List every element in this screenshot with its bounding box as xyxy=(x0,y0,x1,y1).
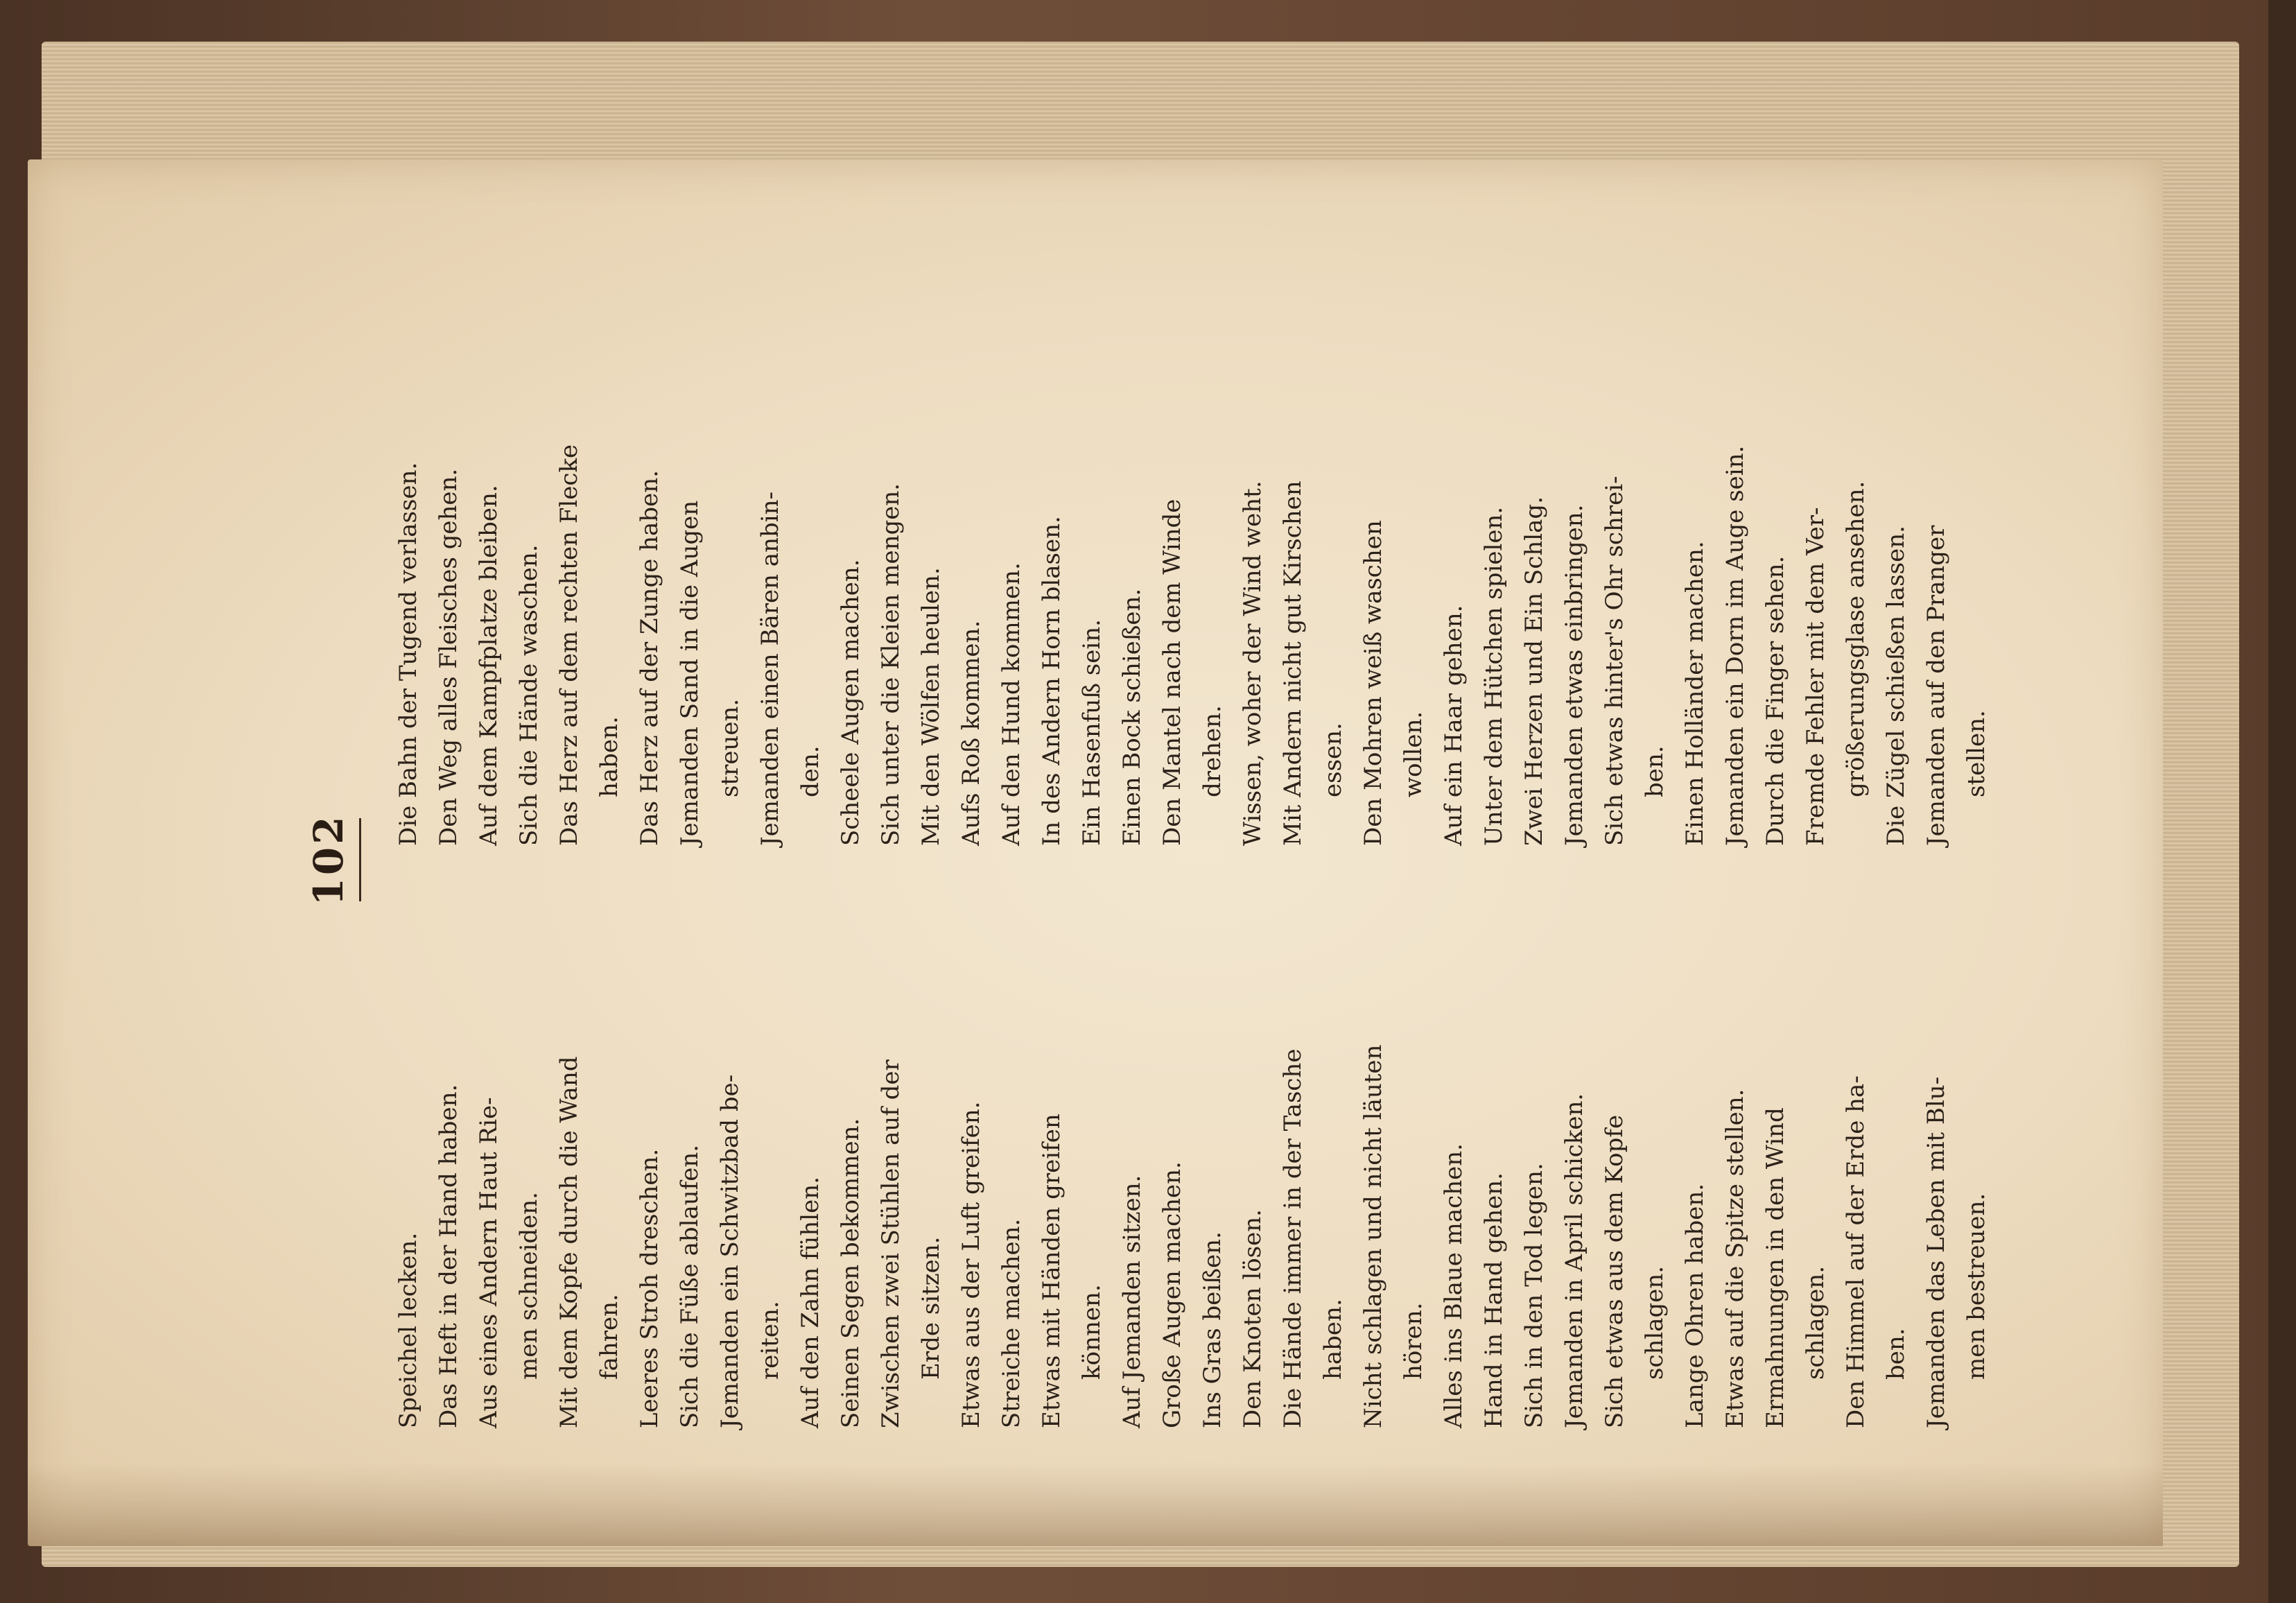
idiom-line: fahren. xyxy=(595,1294,623,1380)
idiom-line: In des Andern Horn blasen. xyxy=(1038,516,1066,846)
rotated-text-block xyxy=(305,291,1990,1428)
idiom-line: Jemanden das Leben mit Blu- xyxy=(1922,1076,1950,1428)
page-gutter-shadow xyxy=(28,1463,2163,1546)
idiom-line: drehen. xyxy=(1199,705,1226,797)
idiom-line: größerungsglase ansehen. xyxy=(1842,480,1870,797)
idiom-line: Ins Gras beißen. xyxy=(1199,1231,1226,1428)
idiom-line: haben. xyxy=(595,716,623,797)
idiom-line: Speichel lecken. xyxy=(394,1232,422,1428)
idiom-line: Den Mohren weiß waschen xyxy=(1359,520,1387,846)
idiom-line: Sich die Füße ablaufen. xyxy=(676,1144,704,1428)
idiom-line: Auf ein Haar gehen. xyxy=(1440,605,1468,846)
idiom-line: Den Mantel nach dem Winde xyxy=(1158,499,1186,846)
idiom-line: Ermahnungen in den Wind xyxy=(1762,1107,1789,1428)
idiom-line: Sich unter die Kleien mengen. xyxy=(877,483,905,846)
idiom-line: Aufs Roß kommen. xyxy=(957,620,985,846)
idiom-line: Seinen Segen bekommen. xyxy=(837,1118,864,1428)
idiom-line: hören. xyxy=(1400,1302,1427,1380)
idiom-line: stellen. xyxy=(1963,710,1990,797)
idiom-line: Die Hände immer in der Tasche xyxy=(1279,1048,1307,1428)
idiom-line: Auf dem Kampfplatze bleiben. xyxy=(475,485,503,846)
idiom-line: den. xyxy=(797,745,824,797)
idiom-line: Nicht schlagen und nicht läuten xyxy=(1359,1044,1387,1428)
idiom-line: Mit Andern nicht gut Kirschen xyxy=(1279,480,1307,846)
idiom-line: Auf den Zahn fühlen. xyxy=(797,1176,824,1428)
book-spine-edge xyxy=(2268,0,2296,1603)
idiom-line: Streiche machen. xyxy=(998,1218,1025,1428)
idiom-line: Sich etwas hinter's Ohr schrei- xyxy=(1601,476,1628,846)
idiom-line: Etwas auf die Spitze stellen. xyxy=(1721,1089,1749,1428)
idiom-line: Einen Bock schießen. xyxy=(1118,588,1146,846)
idiom-line: essen. xyxy=(1319,722,1347,797)
idiom-line: Durch die Finger sehen. xyxy=(1762,555,1789,846)
idiom-line: Sich in den Tod legen. xyxy=(1520,1163,1548,1428)
idiom-line: streuen. xyxy=(716,698,744,797)
idiom-line: Mit den Wölfen heulen. xyxy=(917,567,945,846)
idiom-line: Große Augen machen. xyxy=(1158,1161,1186,1428)
idiom-line: Das Herz auf der Zunge haben. xyxy=(636,470,663,846)
idiom-line: Zwischen zwei Stühlen auf der xyxy=(877,1059,905,1428)
idiom-line: Sich etwas aus dem Kopfe xyxy=(1601,1114,1628,1428)
idiom-line: Jemanden einen Bären anbin- xyxy=(756,492,784,846)
idiom-line: ben. xyxy=(1641,745,1669,797)
idiom-line: Fremde Fehler mit dem Ver- xyxy=(1802,507,1829,846)
idiom-line: reiten. xyxy=(756,1301,784,1380)
idiom-line: Einen Holländer machen. xyxy=(1681,541,1709,846)
idiom-line: schlagen. xyxy=(1641,1265,1669,1380)
idiom-line: Zwei Herzen und Ein Schlag. xyxy=(1520,496,1548,846)
idiom-line: Sich die Hände waschen. xyxy=(515,544,543,846)
header-rule xyxy=(359,818,361,901)
idiom-line: haben. xyxy=(1319,1299,1347,1380)
idiom-line: Den Himmel auf der Erde ha- xyxy=(1842,1075,1870,1428)
idiom-line: Jemanden in April schicken. xyxy=(1560,1093,1588,1428)
idiom-line: Jemanden ein Dorn im Auge sein. xyxy=(1721,445,1749,846)
idiom-line: men schneiden. xyxy=(515,1192,543,1380)
idiom-line: Das Herz auf dem rechten Flecke xyxy=(555,444,583,846)
idiom-line: Ein Hasenfuß sein. xyxy=(1078,619,1106,846)
idiom-line: Erde sitzen. xyxy=(917,1236,945,1380)
idiom-line: Scheele Augen machen. xyxy=(837,559,864,846)
idiom-line: ben. xyxy=(1882,1328,1910,1380)
idiom-line: Etwas aus der Luft greifen. xyxy=(957,1101,985,1428)
idiom-line: Leeres Stroh dreschen. xyxy=(636,1148,663,1428)
idiom-line: Die Bahn der Tugend verlassen. xyxy=(394,462,422,846)
idiom-line: Unter dem Hütchen spielen. xyxy=(1480,506,1508,846)
page-number: 102 xyxy=(305,813,352,906)
idiom-line: Auf Jemanden sitzen. xyxy=(1118,1175,1146,1428)
idiom-line: Lange Ohren haben. xyxy=(1681,1183,1709,1428)
idiom-line: Jemanden Sand in die Augen xyxy=(676,500,704,846)
idiom-line: Etwas mit Händen greifen xyxy=(1038,1114,1066,1428)
idiom-line: Alles ins Blaue machen. xyxy=(1440,1143,1468,1428)
idiom-line: wollen. xyxy=(1400,711,1427,797)
idiom-line: Die Zügel schießen lassen. xyxy=(1882,526,1910,846)
idiom-line: Den Weg alles Fleisches gehen. xyxy=(435,468,462,846)
idiom-line: Hand in Hand gehen. xyxy=(1480,1172,1508,1428)
idiom-line: Auf den Hund kommen. xyxy=(998,562,1025,846)
idiom-line: Mit dem Kopfe durch die Wand xyxy=(555,1056,583,1428)
idiom-line: schlagen. xyxy=(1802,1265,1829,1380)
idiom-line: men bestreuen. xyxy=(1963,1193,1990,1380)
idiom-line: Jemanden ein Schwitzbad be- xyxy=(716,1074,744,1428)
idiom-line: Das Heft in der Hand haben. xyxy=(435,1084,462,1428)
idiom-line: können. xyxy=(1078,1284,1106,1380)
idiom-line: Jemanden auf den Pranger xyxy=(1922,525,1950,846)
right-column xyxy=(388,291,1997,846)
idiom-line: Den Knoten lösen. xyxy=(1239,1209,1267,1428)
idiom-line: Wissen, woher der Wind weht. xyxy=(1239,480,1267,846)
left-column xyxy=(388,874,1997,1428)
idiom-line: Aus eines Andern Haut Rie- xyxy=(475,1097,503,1428)
idiom-line: Jemanden etwas einbringen. xyxy=(1560,504,1588,846)
